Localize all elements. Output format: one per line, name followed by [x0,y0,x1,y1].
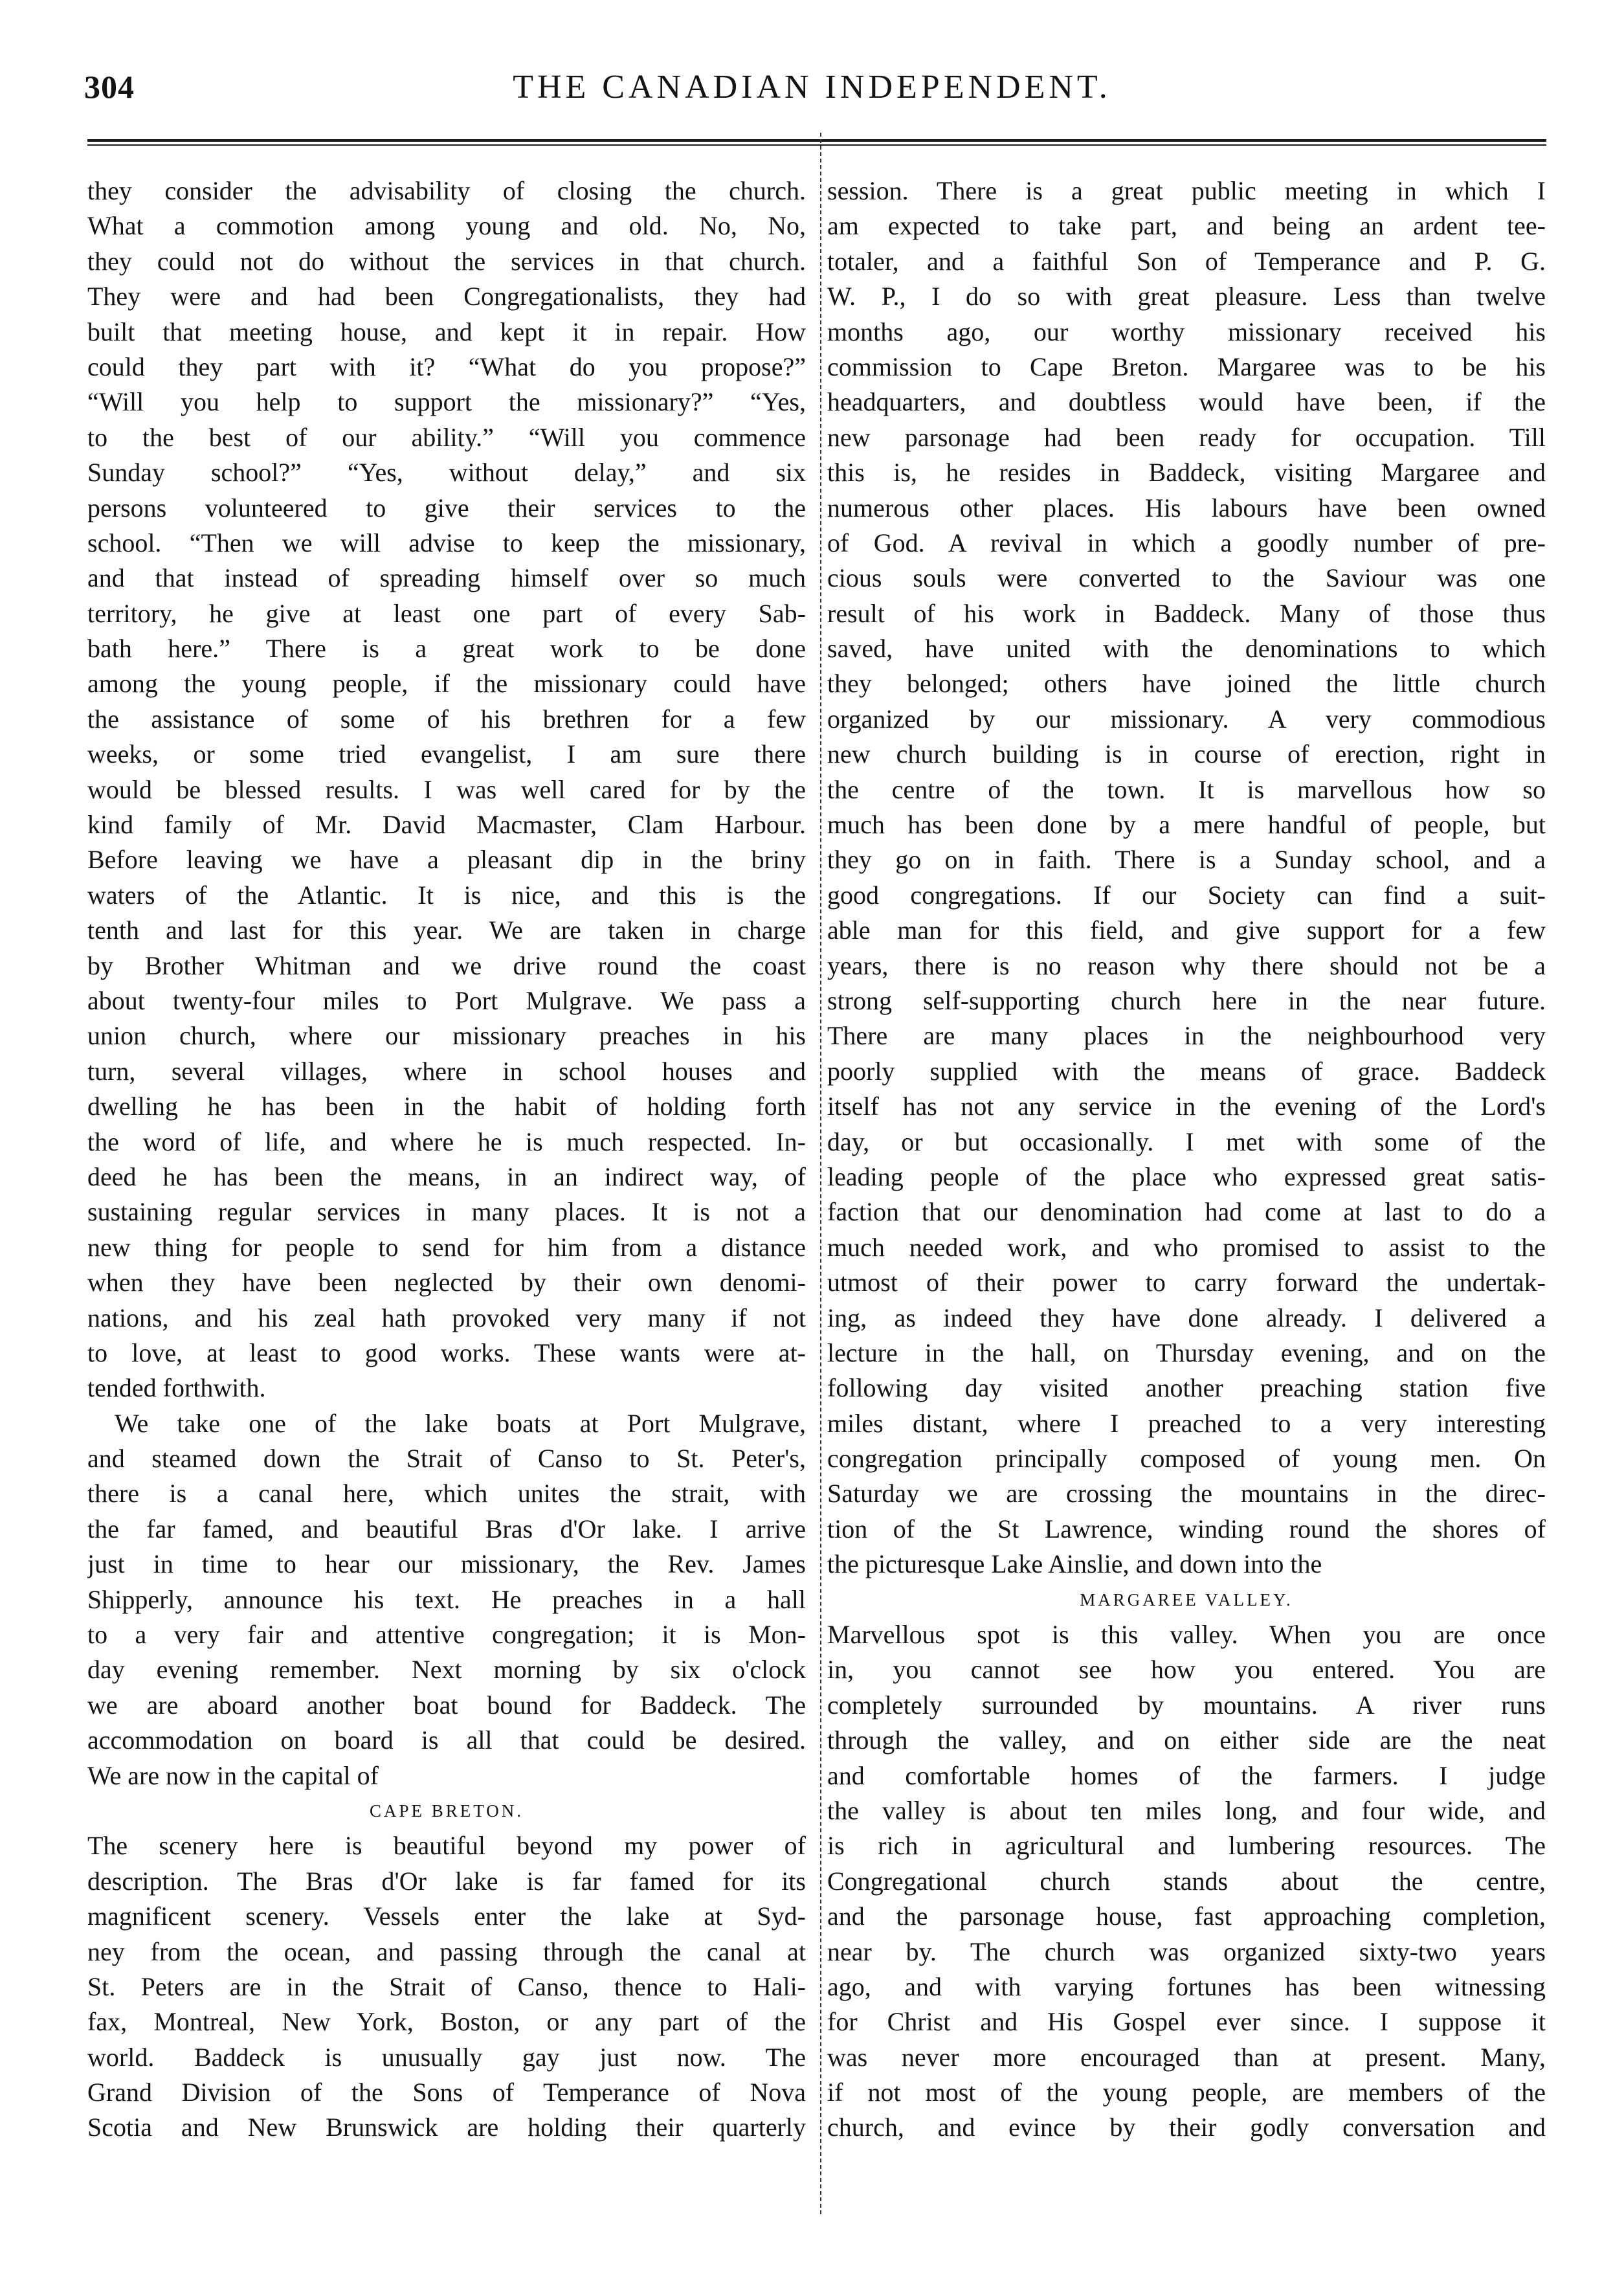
text-line: of God. A revival in which a goodly number of pre- [827,528,1546,557]
text-line: they consider the advisability of closing the church. [87,176,806,205]
text-line: they belonged; others have joined the little church [827,669,1546,699]
text-line: itself has not any service in the evening of the Lord's [827,1092,1546,1121]
text-line: numerous other places. His labours have been owned [827,493,1546,522]
text-line: session. There is a great public meeting in which I [827,176,1546,205]
text-line: about twenty-four miles to Port Mulgrave. We pass a [87,985,806,1015]
section-heading: MARGAREE VALLEY. [1080,1589,1293,1610]
text-line: able man for this field, and give support for a few [827,915,1546,945]
text-line: Marvellous spot is this valley. When you are once [827,1620,1546,1650]
text-line: day evening remember. Next morning by six o'clock [87,1655,806,1685]
text-line: following day visited another preaching station five [827,1373,1546,1403]
text-line: by Brother Whitman and we drive round the coast [87,950,806,980]
text-line: there is a canal here, which unites the strait, with [87,1479,806,1509]
text-line: W. P., I do so with great pleasure. Less than twelve [827,282,1546,311]
text-line: completely surrounded by mountains. A river runs [827,1690,1546,1720]
text-line: near by. The church was organized sixty-two years [827,1936,1546,1966]
right-column [827,174,1546,2146]
text-line: There are many places in the neighbourhood very [827,1021,1546,1051]
text-line: dwelling he has been in the habit of holding forth [87,1092,806,1121]
text-line: ago, and with varying fortunes has been witnessing [827,1971,1546,2001]
text-line: church, and evince by their godly conversation and [827,2113,1546,2142]
text-line: tion of the St Lawrence, winding round the shores of [827,1514,1546,1543]
text-line: We take one of the lake boats at Port Mulgrave, [115,1408,806,1438]
text-line: is rich in agricultural and lumbering resources. The [827,1831,1546,1861]
text-line: Sunday school?” “Yes, without delay,” and six [87,458,806,488]
text-line: What a commotion among young and old. No, No, [87,211,806,241]
text-line: would be blessed results. I was well cared for by the [87,774,806,804]
text-line: the valley is about ten miles long, and four wide, and [827,1795,1546,1825]
text-line: sustaining regular services in many places. It is not a [87,1197,806,1227]
text-line: to the best of our ability.” “Will you commence [87,422,806,452]
text-line: faction that our denomination had come at last to do a [827,1197,1546,1227]
text-line: poorly supplied with the means of grace. Baddeck [827,1056,1546,1086]
text-line: nations, and his zeal hath provoked very many if not [87,1303,806,1332]
text-line: they go on in faith. There is a Sunday school, and a [827,845,1546,875]
text-line: Scotia and New Brunswick are holding their quarterly [87,2113,806,2142]
text-line: among the young people, if the missionary could have [87,669,806,699]
text-line: waters of the Atlantic. It is nice, and this is the [87,880,806,910]
text-line: tenth and last for this year. We are taken in charge [87,915,806,945]
text-line: weeks, or some tried evangelist, I am sure there [87,739,806,769]
text-line: persons volunteered to give their services to the [87,493,806,522]
text-line: miles distant, where I preached to a very interesting [827,1408,1546,1438]
text-line: day, or but occasionally. I met with some of the [827,1127,1546,1156]
text-line: the assistance of some of his brethren for a few [87,704,806,734]
left-column [87,174,806,2146]
text-line: through the valley, and on either side are the neat [827,1725,1546,1755]
text-line: “Will you help to support the missionary?” “Yes, [87,387,806,417]
text-line: headquarters, and doubtless would have been, if the [827,387,1546,417]
text-line: much has been done by a mere handful of people, but [827,810,1546,840]
text-line: and comfortable homes of the farmers. I judge [827,1760,1546,1790]
text-line: accommodation on board is all that could be desired. [87,1725,806,1755]
text-line: to a very fair and attentive congregation; it is Mon- [87,1620,806,1650]
text-line: union church, where our missionary preaches in his [87,1021,806,1051]
text-line: if not most of the young people, are members of the [827,2078,1546,2107]
text-line: when they have been neglected by their own denomi- [87,1268,806,1297]
text-line: the word of life, and where he is much respected. In- [87,1127,806,1156]
text-line: organized by our missionary. A very commodious [827,704,1546,734]
text-line: We are now in the capital of [87,1760,379,1790]
text-line: territory, he give at least one part of every Sab- [87,598,806,628]
text-line: lecture in the hall, on Thursday evening, and on the [827,1338,1546,1367]
text-line: and that instead of spreading himself over so much [87,563,806,593]
text-line: good congregations. If our Society can find a suit- [827,880,1546,910]
text-line: totaler, and a faithful Son of Temperance and P. G. [827,246,1546,276]
text-line: and steamed down the Strait of Canso to St. Peter's, [87,1444,806,1474]
page-header [84,68,1540,126]
header-rule-thin [87,144,1546,146]
text-line: much needed work, and who promised to assist to the [827,1232,1546,1262]
text-line: in, you cannot see how you entered. You are [827,1655,1546,1685]
text-line: the far famed, and beautiful Bras d'Or lake. I arrive [87,1514,806,1543]
text-line: they could not do without the services in that church. [87,246,806,276]
text-line: saved, have united with the denominations to which [827,634,1546,664]
text-line: St. Peters are in the Strait of Canso, thence to Hali- [87,1971,806,2001]
text-line: description. The Bras d'Or lake is far famed for its [87,1866,806,1896]
text-line: congregation principally composed of young men. On [827,1444,1546,1474]
text-line: we are aboard another boat bound for Baddeck. The [87,1690,806,1720]
section-heading: CAPE BRETON. [369,1800,524,1821]
text-line: new parsonage had been ready for occupation. Till [827,422,1546,452]
text-line: just in time to hear our missionary, the Rev. James [87,1549,806,1579]
page-number: 304 [84,69,135,105]
text-line: months ago, our worthy missionary received his [827,317,1546,346]
text-line: utmost of their power to carry forward the undertak- [827,1268,1546,1297]
text-line: The scenery here is beautiful beyond my power of [87,1831,806,1861]
text-line: Congregational church stands about the centre, [827,1866,1546,1896]
text-line: turn, several villages, where in school houses and [87,1056,806,1086]
text-line: strong self-supporting church here in the near future. [827,985,1546,1015]
text-line: They were and had been Congregationalists, they had [87,282,806,311]
text-line: fax, Montreal, New York, Boston, or any part of the [87,2007,806,2037]
text-line: world. Baddeck is unusually gay just now. The [87,2042,806,2072]
text-line: new thing for people to send for him from a distance [87,1232,806,1262]
header-rule [87,139,1546,142]
text-line: am expected to take part, and being an ardent tee- [827,211,1546,241]
text-line: Before leaving we have a pleasant dip in the briny [87,845,806,875]
text-line: the picturesque Lake Ainslie, and down into the [827,1549,1322,1579]
text-line: cious souls were converted to the Saviour was one [827,563,1546,593]
text-line: could they part with it? “What do you propose?” [87,352,806,381]
text-line: commission to Cape Breton. Margaree was to be his [827,352,1546,381]
text-line: leading people of the place who expressed great satis- [827,1161,1546,1191]
text-line: Saturday we are crossing the mountains in the direc- [827,1479,1546,1509]
text-line: magnificent scenery. Vessels enter the lake at Syd- [87,1901,806,1931]
text-line: to love, at least to good works. These wants were at- [87,1338,806,1367]
text-line: bath here.” There is a great work to be done [87,634,806,664]
text-line: school. “Then we will advise to keep the missionary, [87,528,806,557]
text-line: deed he has been the means, in an indirect way, of [87,1161,806,1191]
journal-title: THE CANADIAN INDEPENDENT. [513,69,1111,106]
text-line: ney from the ocean, and passing through the canal at [87,1936,806,1966]
text-line: this is, he resides in Baddeck, visiting Margaree and [827,458,1546,488]
text-line: was never more encouraged than at present. Many, [827,2042,1546,2072]
text-line: new church building is in course of erection, right in [827,739,1546,769]
text-line: the centre of the town. It is marvellous how so [827,774,1546,804]
text-line: for Christ and His Gospel ever since. I suppose it [827,2007,1546,2037]
text-line: ing, as indeed they have done already. I delivered a [827,1303,1546,1332]
text-line: years, there is no reason why there should not be a [827,950,1546,980]
text-line: kind family of Mr. David Macmaster, Clam Harbour. [87,810,806,840]
text-line: result of his work in Baddeck. Many of those thus [827,598,1546,628]
text-line: Shipperly, announce his text. He preaches in a hall [87,1584,806,1614]
text-line: tended forthwith. [87,1373,266,1403]
text-line: Grand Division of the Sons of Temperance of Nova [87,2078,806,2107]
text-line: built that meeting house, and kept it in repair. How [87,317,806,346]
text-line: and the parsonage house, fast approaching completion, [827,1901,1546,1931]
column-divider [820,133,821,2214]
